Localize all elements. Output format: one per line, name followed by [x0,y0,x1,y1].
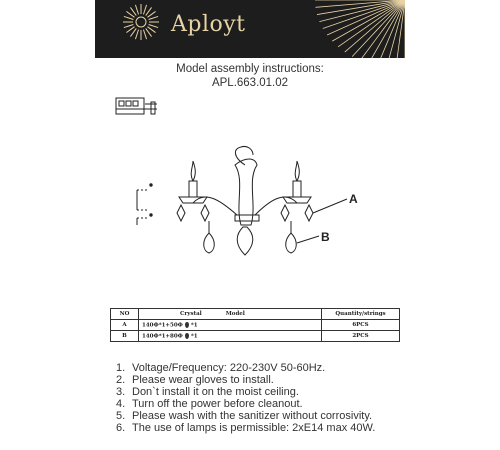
bracket-detail-icon [116,98,157,114]
header-no: NO [111,309,139,320]
list-item [116,422,375,434]
sun-ray [126,11,134,17]
header-qty: Quantity/strings [322,309,400,320]
item-text: Turn off the power before cleanout. [132,398,303,410]
corner-ray [323,0,405,28]
list-item [116,386,375,398]
list-item [116,410,375,422]
row-crystal-value: 140Ф*1+50Ф [142,322,183,329]
item-number: 1. [116,362,126,374]
table-header-row [111,309,400,320]
header-model: Model [225,311,245,317]
brand-name: Aployt [171,12,246,37]
item-text: The use of lamps is permissible: 2xE14 max 40W. [132,422,376,434]
label-b: B [321,230,330,244]
row-crystal [139,320,322,331]
sun-ray [147,11,155,17]
sun-ray [146,7,152,15]
page-title: Model assembly instructions: [176,63,324,75]
item-number: 2. [116,374,126,386]
row-crystal-value: 140Ф*1+80Ф [142,333,183,340]
sunburst-logo-icon [95,0,405,58]
sun-ray [130,7,136,15]
brand-banner [95,0,405,58]
item-text: Please wear gloves to install. [132,374,274,386]
crystal-spec-table [110,308,400,342]
wall-mount-side-icon [137,184,152,225]
sun-ray [135,5,138,15]
model-code: APL.663.01.02 [211,77,289,89]
row-crystal-suffix: *1 [190,333,198,340]
crystal-drop-icon [185,322,189,328]
item-number: 3. [116,386,126,398]
sun-ray [126,27,134,33]
row-no: B [111,331,139,342]
sun-ray [124,24,134,27]
table-row [111,331,400,342]
item-number: 4. [116,398,126,410]
row-qty: 6PCS [322,320,400,331]
sun-ray [149,24,159,27]
assembly-drawing [95,95,395,300]
item-text: Voltage/Frequency: 220-230V 50-60Hz. [132,362,326,374]
sun-ray [130,28,136,36]
label-a: A [349,192,358,206]
list-item [116,362,375,374]
item-number: 6. [116,422,126,434]
row-qty: 2PCS [322,331,400,342]
row-no: A [111,320,139,331]
list-item [116,398,375,410]
item-text: Please wash with the sanitizer without corrosivity. [132,410,373,422]
row-crystal-suffix: *1 [190,322,198,329]
sun-ray [147,27,155,33]
crystal-drop-icon [185,333,189,339]
item-number: 5. [116,410,126,422]
sun-ray [135,30,138,40]
header-crystal: Crystal [180,311,202,317]
table-row [111,320,400,331]
sun-ray [143,30,146,40]
sun-ray [143,5,146,15]
sun-ray [124,16,134,19]
row-crystal [139,331,322,342]
list-item [116,374,375,386]
header-crystal-model [139,309,322,320]
item-text: Don`t install it on the moist ceiling. [132,386,299,398]
corner-ray [368,0,405,58]
sun-ray [149,16,159,19]
instruction-list [116,362,375,434]
sun-ray [146,28,152,36]
